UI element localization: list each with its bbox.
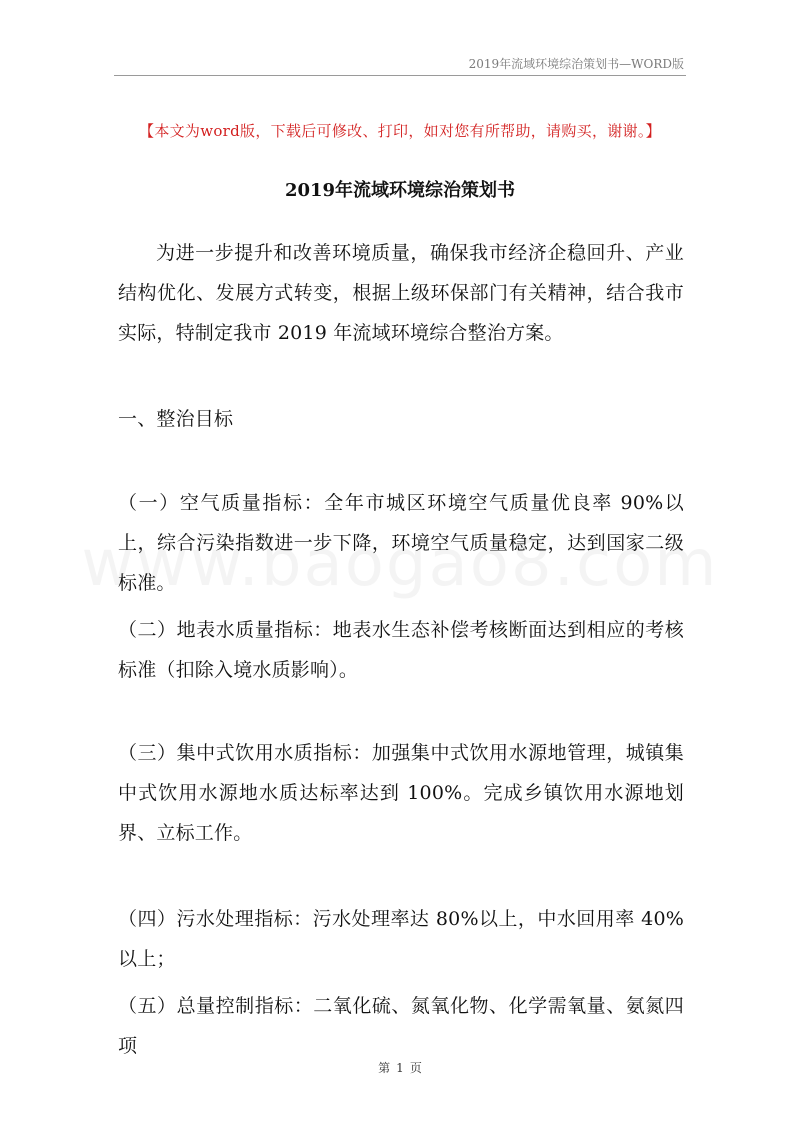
running-header: 2019年流域环境综治策划书—WORD版 [468, 57, 684, 71]
intro-paragraph: 为进一步提升和改善环境质量，确保我市经济企稳回升、产业结构优化、发展方式转变，根据上级环保部门有关精神，结合我市实际，特制定我市 2019 年流域环境综合整治方案。 [118, 242, 684, 344]
section-heading-goals: 一、整治目标 [118, 408, 234, 430]
goal-item-drinking-water: （三）集中式饮用水质指标：加强集中式饮用水源地管理，城镇集中式饮用水源地水质达标率达到 100%。完成乡镇饮用水源地划界、立标工作。 [118, 742, 684, 844]
goal-item-sewage: （四）污水处理指标：污水处理率达 80%以上，中水回用率 40%以上； [118, 908, 684, 970]
footer-suffix: 页 [409, 1061, 422, 1075]
goal-item-total-control: （五）总量控制指标：二氧化硫、氮氧化物、化学需氧量、氨氮四项 [118, 995, 684, 1057]
header-divider [114, 75, 686, 76]
footer-prefix: 第 [378, 1061, 391, 1075]
page-footer [0, 1059, 800, 1076]
page-number: 1 [396, 1061, 404, 1075]
purchase-notice: 【本文为word版，下载后可修改、打印，如对您有所帮助，请购买，谢谢。】 [139, 122, 661, 140]
goal-item-air-quality: （一）空气质量指标：全年市城区环境空气质量优良率 90%以上，综合污染指数进一步下降，环境空气质量稳定，达到国家二级标准。 [118, 492, 684, 594]
document-title: 2019年流域环境综治策划书 [284, 180, 516, 201]
goal-item-surface-water: （二）地表水质量指标：地表水生态补偿考核断面达到相应的考核标准（扣除入境水质影响）。 [118, 619, 684, 681]
